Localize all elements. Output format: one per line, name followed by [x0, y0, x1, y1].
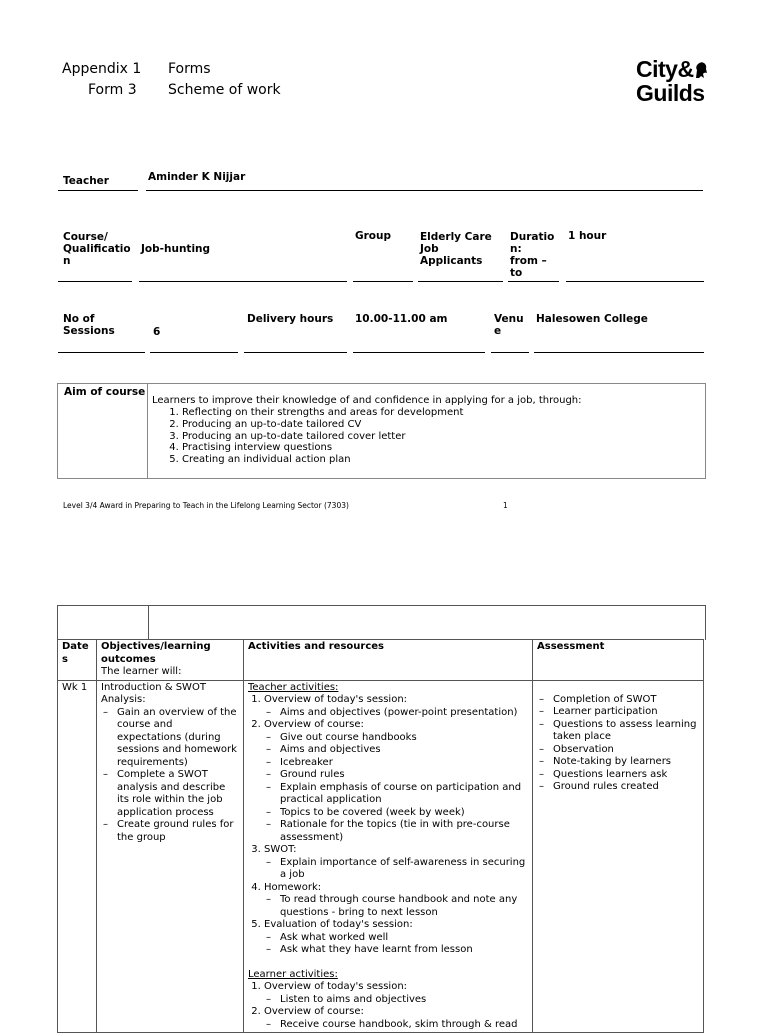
venue-label-line — [491, 352, 529, 353]
form-number: Form 3 — [88, 82, 137, 98]
assessment-item: – Questions learners ask — [537, 769, 699, 782]
activity-sub: – Ask what worked well — [264, 932, 528, 945]
objectives-item: – Gain an overview of the course and expectations (during sessions and homework requirements) — [101, 707, 239, 770]
activity-title: SWOT: — [264, 844, 297, 855]
group-value-line-1: Elderly Care — [420, 231, 492, 243]
teacher-activities-list — [248, 694, 528, 957]
activity-sub: – Explain importance of self-awareness in securing a job — [264, 857, 528, 882]
city-guilds-logo — [636, 57, 708, 105]
assessment-item: – Questions to assess learning taken place — [537, 719, 699, 744]
objectives-header-title: Objectives/learning outcomes — [101, 641, 211, 665]
activity-item — [264, 694, 528, 719]
logo-line-2: Guilds — [636, 80, 705, 106]
activity-title: Homework: — [264, 881, 322, 893]
aim-label: Aim of course — [64, 386, 146, 398]
group-value-line-2: Job — [420, 243, 439, 255]
objectives-cell — [97, 680, 244, 1033]
activity-sub: – Aims and objectives (power-point presentation) — [264, 707, 528, 720]
aim-item: 2. Producing an up-to-date tailored CV — [182, 419, 702, 431]
activity-item — [264, 919, 528, 957]
sessions-label-line-2: Sessions — [63, 325, 115, 337]
delivery-value: 10.00-11.00 am — [355, 313, 448, 325]
assessment-item: – Observation — [537, 744, 699, 757]
activity-title: Overview of course: — [264, 719, 364, 730]
course-value-line — [139, 281, 347, 282]
logo-line-1: City& — [636, 56, 694, 82]
aim-item: 1. Reflecting on their strengths and areas for development — [182, 407, 702, 419]
objectives-item: – Create ground rules for the group — [101, 819, 239, 844]
activity-item — [264, 719, 528, 844]
assessment-item: – Note-taking by learners — [537, 756, 699, 769]
duration-label-line-4: to — [510, 267, 523, 279]
duration-label-line-1: Duratio — [510, 231, 555, 243]
course-label-line-2: Qualificatio — [63, 243, 131, 255]
activities-header: Activities and resources — [244, 640, 533, 681]
aim-list — [152, 407, 702, 466]
course-label-line — [58, 281, 132, 282]
activity-title: Overview of today's session: — [264, 981, 408, 992]
course-label — [63, 231, 131, 267]
venue-label-line-1: Venu — [494, 313, 524, 325]
duration-label-line — [508, 281, 559, 282]
scheme-table — [57, 639, 704, 1033]
venue-value-line — [534, 352, 704, 353]
learner-activities-heading: Learner activities: — [248, 968, 338, 980]
teacher-label: Teacher — [63, 175, 109, 187]
sessions-label-line — [58, 352, 145, 353]
course-value: Job-hunting — [141, 243, 211, 255]
appendix-title: Appendix 1 — [62, 61, 142, 77]
venue-label-line-2: e — [494, 325, 502, 337]
activity-sub: – Listen to aims and objectives — [264, 994, 528, 1007]
duration-value-line — [566, 281, 704, 282]
objectives-header-sub: The learner will: — [101, 666, 182, 677]
aim-content — [152, 395, 702, 466]
sessions-value: 6 — [153, 326, 161, 338]
teacher-activities-heading: Teacher activities: — [248, 681, 339, 693]
venue-value: Halesowen College — [536, 313, 648, 325]
form-title: Scheme of work — [168, 82, 281, 98]
sessions-value-line — [150, 352, 238, 353]
aim-item: 3. Producing an up-to-date tailored cover letter — [182, 431, 702, 443]
activity-item — [264, 981, 528, 1006]
duration-label — [510, 231, 554, 279]
activity-sub: – Receive course handbook, skim through & read — [264, 1019, 528, 1032]
activity-title: Overview of course: — [264, 1006, 364, 1017]
venue-label — [494, 313, 524, 337]
course-label-line-3: n — [63, 255, 71, 267]
assessment-cell — [533, 680, 704, 1033]
group-value-line — [418, 281, 503, 282]
activity-sub: – Aims and objectives — [264, 744, 528, 757]
assessment-item: – Completion of SWOT — [537, 694, 699, 707]
activity-sub: – Ground rules — [264, 769, 528, 782]
group-label: Group — [355, 230, 392, 242]
activities-cell — [244, 680, 533, 1033]
activity-sub: – Rationale for the topics (tie in with pre-course assessment) — [264, 819, 528, 844]
activity-title: Overview of today's session: — [264, 694, 408, 705]
activity-item — [264, 844, 528, 882]
group-value-line-3: Applicants — [420, 255, 483, 267]
page-footer: Level 3/4 Award in Preparing to Teach in the Lifelong Learning Sector (7303) — [63, 501, 349, 510]
aim-divider — [147, 384, 148, 478]
activity-sub: – Explain emphasis of course on participation and practical application — [264, 782, 528, 807]
activity-sub: – To read through course handbook and note any questions - bring to next lesson — [264, 894, 528, 919]
delivery-label: Delivery hours — [247, 313, 334, 325]
assessment-item: – Ground rules created — [537, 781, 699, 794]
group-value — [420, 231, 492, 267]
dates-header: Date s — [58, 640, 97, 681]
teacher-value: Aminder K Nijjar — [148, 171, 246, 183]
assessment-header: Assessment — [533, 640, 704, 681]
activity-sub: – Topics to be covered (week by week) — [264, 807, 528, 820]
objectives-list — [101, 707, 239, 845]
scheme-top-divider — [148, 606, 149, 640]
activity-item — [264, 882, 528, 920]
table-header-row — [58, 640, 704, 681]
course-label-line-1: Course/ — [63, 231, 108, 243]
assessment-list — [537, 694, 699, 794]
activity-sub: – Icebreaker — [264, 757, 528, 770]
activity-sub: – Ask what they have learnt from lesson — [264, 944, 528, 957]
duration-label-line-2: n: — [510, 243, 522, 255]
scheme-top-box — [57, 605, 706, 640]
objectives-intro: Introduction & SWOT Analysis: — [101, 681, 206, 705]
sessions-label-line-1: No of — [63, 313, 95, 325]
forms-title: Forms — [168, 61, 211, 77]
group-label-line — [353, 281, 413, 282]
duration-label-line-3: from – — [510, 255, 547, 267]
lion-icon — [694, 59, 708, 77]
table-row — [58, 680, 704, 1033]
objectives-header — [97, 640, 244, 681]
activity-sub: – Give out course handbooks — [264, 732, 528, 745]
delivery-value-line — [353, 352, 485, 353]
objectives-item: – Complete a SWOT analysis and describe its role within the job application process — [101, 769, 239, 819]
delivery-label-line — [244, 352, 347, 353]
date-cell: Wk 1 — [58, 680, 97, 1033]
duration-value: 1 hour — [568, 230, 607, 242]
teacher-value-line — [146, 190, 703, 191]
assessment-item: – Learner participation — [537, 706, 699, 719]
activity-item — [264, 1006, 528, 1031]
aim-item: 5. Creating an individual action plan — [182, 454, 702, 466]
sessions-label — [63, 313, 115, 337]
aim-box — [57, 383, 706, 479]
aim-item: 4. Practising interview questions — [182, 442, 702, 454]
aim-intro: Learners to improve their knowledge of and confidence in applying for a job, through: — [152, 395, 582, 406]
activity-title: Evaluation of today's session: — [264, 919, 413, 930]
page-number: 1 — [503, 501, 508, 510]
teacher-label-line — [58, 190, 138, 191]
